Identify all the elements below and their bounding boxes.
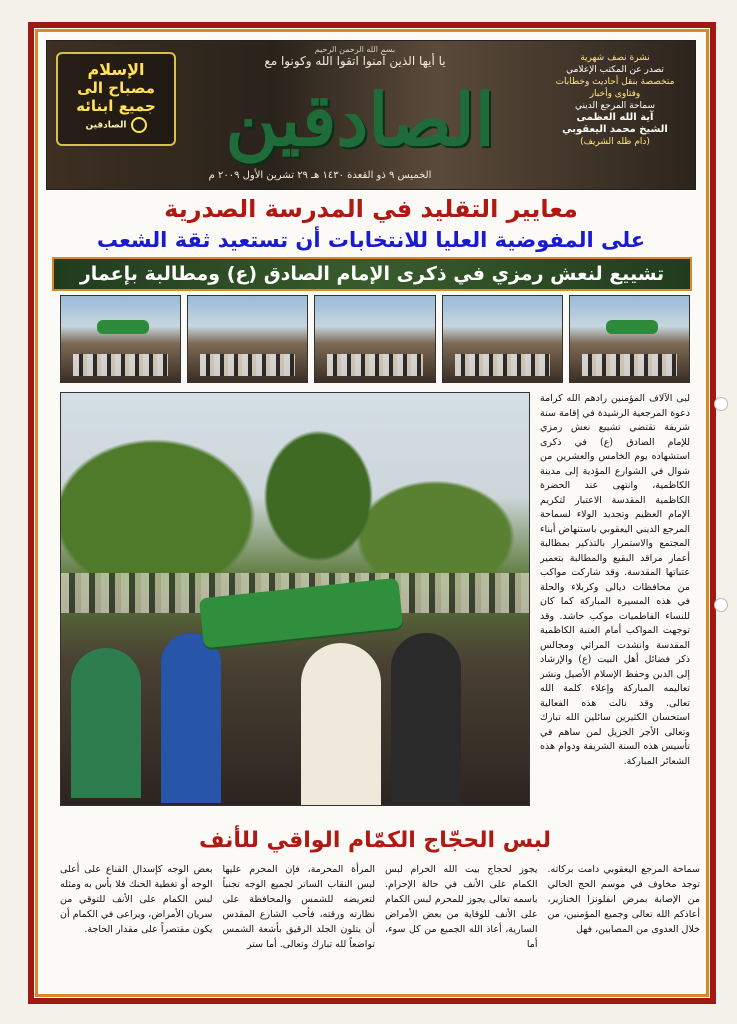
verse-block bbox=[190, 45, 520, 68]
article-column: المرأة المحرمة، فإن المحرم عليها لبس النقاب الساتر لجميع الوجه تجنباً لتعريضه للشمس والمحافظة على نظارته ورقته، فأحب الشارع المقدس أن يتلون الجلد الرقيق بأشعة الشمس تواضعاً لله تبارك وتعالى. أما ستر bbox=[222, 864, 375, 950]
authority-suffix: (دام ظله الشريف) bbox=[580, 137, 650, 147]
slogan-line-3: جميع ابنائه bbox=[76, 97, 156, 115]
photo-thumbnail[interactable] bbox=[60, 295, 181, 383]
photo-thumbnail[interactable] bbox=[569, 295, 690, 383]
photo-figure bbox=[161, 633, 221, 803]
slogan-line-2: مصباح الى bbox=[77, 79, 155, 97]
headline-2[interactable]: على المفوضية العليا للانتخابات أن تستعيد ثقة الشعب bbox=[96, 228, 646, 252]
headline-3[interactable]: لبس الحجّاج الكمّام الواقي للأنف bbox=[198, 828, 552, 853]
photo-thumbnail[interactable] bbox=[442, 295, 563, 383]
photo-thumbnail[interactable] bbox=[187, 295, 308, 383]
punch-hole bbox=[714, 598, 728, 612]
about-line: وفتاوى وأخبار bbox=[589, 89, 641, 99]
authority-name: الشيخ محمد اليعقوبي bbox=[562, 124, 668, 135]
photo-strip bbox=[60, 295, 690, 383]
photo-thumbnail[interactable] bbox=[314, 295, 435, 383]
about-line: سماحة المرجع الديني bbox=[574, 101, 656, 111]
main-photo[interactable] bbox=[60, 392, 530, 806]
punch-hole bbox=[714, 397, 728, 411]
photo-figure bbox=[301, 643, 381, 806]
slogan-box bbox=[56, 52, 176, 146]
photo-figure bbox=[71, 648, 141, 798]
headline-banner[interactable]: تشييع لنعش رمزي في ذكرى الإمام الصادق (ع) ومطالبة بإعمار bbox=[52, 257, 692, 291]
article-column: يجوز لحجاج بيت الله الحرام لبس الكمام على الأنف في حالة الإحرام. باسمه تعالى يجوز للمحرم لبس الكمام على الأنف للوقاية من بعض الأمراض السارية، أعاذ الله الجميع من كل سوء، أما bbox=[385, 864, 538, 950]
about-line: تصدر عن المكتب الإعلامي bbox=[566, 65, 664, 75]
authority-title: آية الله العظمى bbox=[576, 112, 654, 123]
issue-date: الخميس ٩ ذو القعدة ١٤٣٠ هـ ٢٩ تشرين الأول ٢٠٠٩ م bbox=[208, 170, 432, 181]
logo-caption: الصادقين bbox=[58, 117, 174, 133]
about-line: نشرة نصف شهرية bbox=[580, 53, 650, 63]
article-column: بعض الوجه كإسدال القناع على أعلى الوجه أو تغطية الحنك فلا بأس به ومثله لبس الكمام على الأنف للتوقي من سريان الأمراض، ويراعى في الكمام أن يكون مقتصراً على مقدار الحاجة. bbox=[60, 864, 213, 935]
emblem-icon bbox=[131, 117, 147, 133]
verse-text: يا أيها الذين آمنوا اتقوا الله وكونوا مع bbox=[264, 54, 446, 68]
article-columns bbox=[60, 862, 700, 977]
article-column: سماحة المرجع اليعقوبي دامت بركاته. توجد مخاوف في موسم الحج الحالي من الإصابة بمرض انفلونزا الخنازير، أعاذكم الله تعالى وجميع المؤمنين، من خلال العدوى من المصابين، فهل bbox=[547, 864, 700, 935]
about-line: متخصصة بنقل أحاديث وخطابات bbox=[555, 77, 675, 87]
side-article: لبى الآلاف المؤمنين رادهم الله كرامة دعوة المرجعية الرشيدة في إقامة سنة شريفة تقتضي تشييع نعش رمزي للإمام الصادق (ع) في ذكرى استشهاده يوم الخامس والعشرين من شوال في الشوارع المؤدية إلى مدينة الكاظمية، وانتهى عند الحضرة الكاظمية المقدسة الاعتبار لتكريم الإمام العظيم وتجديد الولاء لسماحة المرجع الديني اليعقوبي باستنهاض أبناء المجتمع والاستمرار بالتذكير بمطالبة أعمار مراقد البقيع والمطالبة بتعمير عتباتها المقدسة. وقد شاركت مواكب من محافظات ديالى وكربلاء والحلة في هذه المسيرة المباركة كما كان للنساء الفاطميات موكب حاشد. وقد توجهت المواكب أمام العتبة الكاظمية المقدسة وانشدت المراثي ومجالس ذكر فضائل أهل البيت (ع) والإرشاد إلى الدين وحفظ الإسلام الأصيل ونشر تعاليمه المباركة وإعلاء كلمة الله تعالى. وقد نالت هذه الفعالية استحسان الكثيرين سائلين الله تبارك وتعالى الأجر الجزيل لمن ساهم في تأسيس هذه السنة الشريفة ودوام هذه الشعائر المباركة. bbox=[540, 392, 690, 806]
newspaper-title: الصادقين bbox=[225, 77, 495, 162]
slogan-line-1: الإسلام bbox=[87, 60, 145, 79]
basmala: بسم الله الرحمن الرحيم bbox=[314, 45, 396, 54]
publication-info bbox=[545, 52, 685, 148]
headline-1[interactable]: معايير التقليد في المدرسة الصدرية bbox=[46, 192, 696, 226]
photo-figure bbox=[391, 633, 461, 803]
